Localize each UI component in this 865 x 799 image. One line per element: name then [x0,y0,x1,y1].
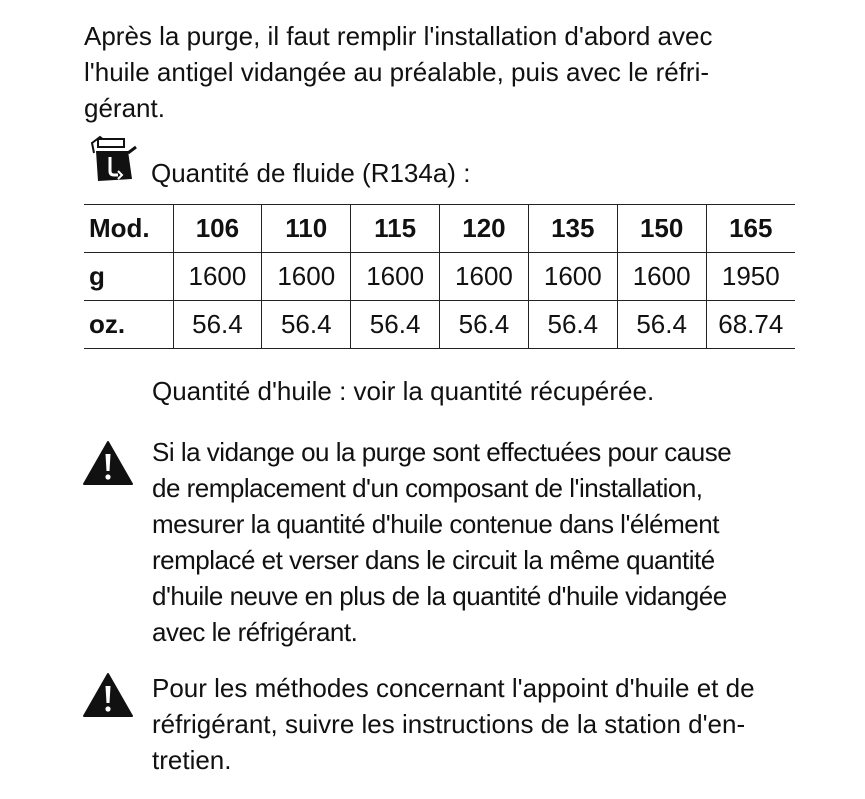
warning-triangle-icon [82,440,134,486]
warning-line: réfrigérant, suivre les instructions de la station d'en- [152,709,746,739]
oil-can-icon [88,133,138,185]
warning-line: de remplacement d'un composant de l'installation, [152,473,703,503]
table-header-cell: 115 [351,205,440,253]
table-cell: 1600 [440,253,529,301]
table-row-header: g [84,253,173,301]
warning-line: Pour les méthodes concernant l'appoint d'huile et de [152,673,755,703]
intro-line: l'huile antigel vidangée au préalable, puis avec le réfri- [84,57,710,87]
warning-station-note [152,670,817,778]
table-header-cell: 150 [617,205,706,253]
table-header-cell: 120 [440,205,529,253]
warning-triangle-icon [82,672,134,718]
table-header-cell: 135 [528,205,617,253]
table-cell: 56.4 [173,301,262,349]
table-row [84,301,795,349]
table-cell: 1600 [351,253,440,301]
table-cell: 1600 [173,253,262,301]
oil-quantity-note: Quantité d'huile : voir la quantité récupérée. [152,376,655,406]
table-header-row [84,205,795,253]
table-cell: 56.4 [440,301,529,349]
table-cell: 56.4 [528,301,617,349]
table-cell: 56.4 [262,301,351,349]
table-cell: 1950 [706,253,795,301]
table-cell: 56.4 [351,301,440,349]
table-row-header: oz. [84,301,173,349]
table-row [84,253,795,301]
table-header-cell: 165 [706,205,795,253]
warning-line: remplacé et verser dans le circuit la même quantité [152,545,715,575]
warning-replacement-note [152,434,822,650]
warning-line: tretien. [152,745,232,775]
fluid-quantity-label: Quantité de fluide (R134a) : [151,158,471,188]
intro-line: Après la purge, il faut remplir l'installation d'abord avec [84,21,713,51]
table-cell: 68.74 [706,301,795,349]
intro-line: gérant. [84,93,165,123]
warning-line: d'huile neuve en plus de la quantité d'huile vidangée [152,581,727,611]
fluid-quantity-row [88,133,688,193]
table-cell: 1600 [617,253,706,301]
table-header-cell: 106 [173,205,262,253]
table-header-cell: Mod. [84,205,173,253]
table-header-cell: 110 [262,205,351,253]
table-cell: 1600 [528,253,617,301]
refrigerant-quantity-table [84,204,795,349]
table-cell: 56.4 [617,301,706,349]
warning-line: Si la vidange ou la purge sont effectuées pour cause [152,437,732,467]
intro-paragraph [84,18,829,126]
warning-line: mesurer la quantité d'huile contenue dans l'élément [152,509,719,539]
warning-line: avec le réfrigérant. [152,617,358,647]
table-cell: 1600 [262,253,351,301]
